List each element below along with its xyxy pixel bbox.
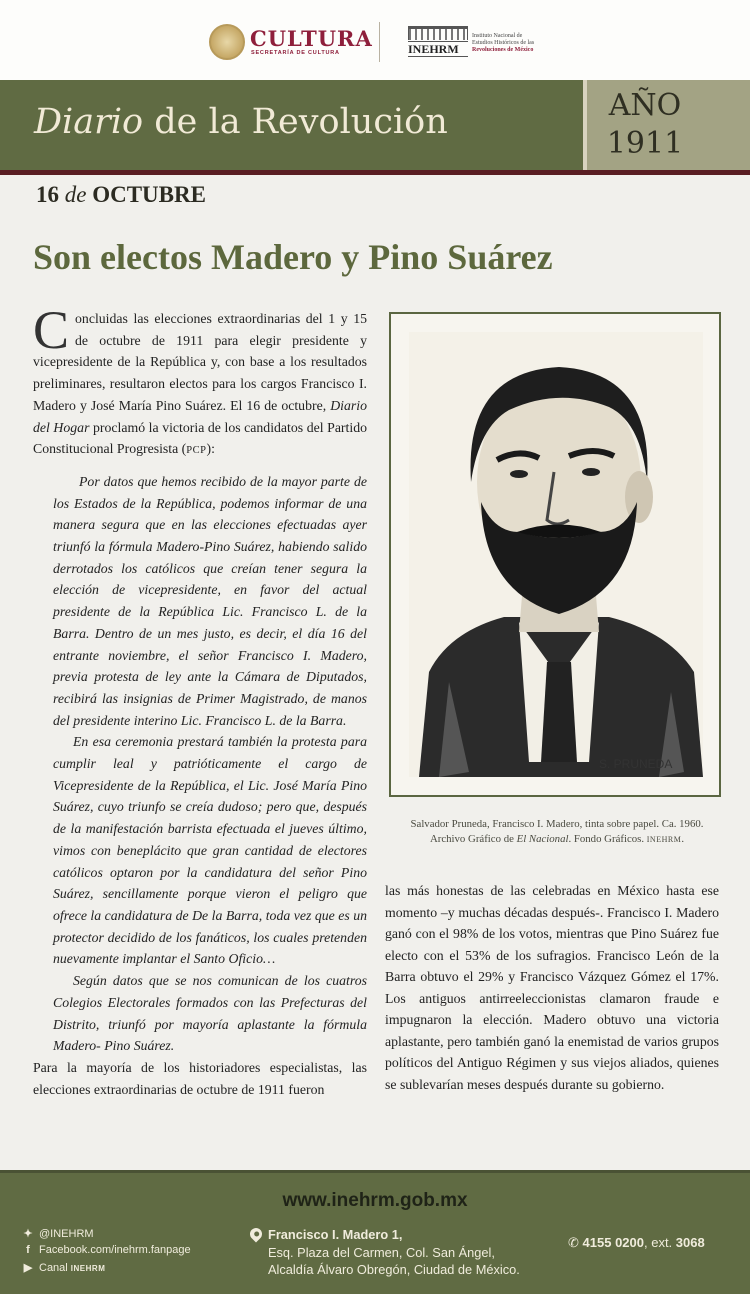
inehrm-logo-text: INEHRM <box>408 41 468 57</box>
facebook-link[interactable] <box>22 1244 191 1256</box>
phone-ext-label: , ext. <box>643 1235 676 1250</box>
headline: Son electos Madero y Pino Suárez <box>33 237 553 277</box>
closing-paragraph: Para la mayoría de los historiadores especialistas, las elecciones extraordinarias de octubre de 1911 fueron <box>33 1059 367 1097</box>
article-date <box>36 182 206 208</box>
twitter-handle: @INEHRM <box>39 1227 94 1240</box>
quote-paragraph: Por datos que hemos recibido de la mayor parte de los Estados de la República, podemos informar de una manera segura que en las elecciones efectuadas ayer triunfó la fórmula Madero-Pino Suárez, habiendo salido derrotados los católicos que creían tener segura la elección de vicepresidente, en favor del actual presidente de la República Lic. Francisco L. de la Barra. Dentro de un mes justo, es decir, el día 16 del entrante noviembre, el señor Francisco I. Madero, previa protesta de ley ante la Cámara de Diputados, recibirá las insignias de Primer Magistrado, de manos del presidente interino Lic. Francisco L. de la Barra. <box>53 473 367 728</box>
caption-line: Salvador Pruneda, Francisco I. Madero, tinta sobre papel. Ca. 1960. <box>410 818 704 830</box>
inehrm-logo-line: Revoluciones de México <box>472 47 534 53</box>
phone-icon: ✆ <box>568 1235 579 1250</box>
header-rule <box>0 170 750 175</box>
artist-signature: S. PRUNEDA <box>599 757 673 771</box>
block-quote <box>53 471 367 1057</box>
youtube-icon: ▶ <box>23 1262 33 1274</box>
party-acronym: PCP <box>186 445 207 457</box>
cultura-seal-icon <box>209 24 245 60</box>
year-value: 1911 <box>606 126 684 161</box>
image-caption <box>389 817 725 847</box>
cultura-logo-text: CULTURA <box>250 26 373 51</box>
phone-main: 4155 0200 <box>582 1235 644 1250</box>
caption-newspaper: El Nacional <box>516 833 569 845</box>
top-logo-bar <box>0 0 750 80</box>
facebook-url: Facebook.com/inehrm.fanpage <box>39 1244 191 1256</box>
article-left-column <box>33 300 367 1100</box>
twitter-link[interactable] <box>22 1227 94 1240</box>
youtube-name: INEHRM <box>70 1263 106 1273</box>
portrait-frame <box>389 312 721 797</box>
caption-text: . <box>681 833 685 845</box>
intro-text: proclamó la victoria de los candidatos del Partido Constitucional Progresista ( <box>33 419 367 457</box>
inehrm-logo-line: Instituto Nacional de <box>472 33 523 39</box>
title-rest: de la Revolución <box>143 102 448 142</box>
facebook-icon: f <box>26 1244 30 1256</box>
address-line: Alcaldía Álvaro Obregón, Ciudad de México. <box>268 1262 520 1277</box>
intro-text: ): <box>206 441 215 457</box>
phone-ext: 3068 <box>675 1235 705 1250</box>
caption-text: Archivo Gráfico de <box>429 833 517 845</box>
twitter-icon: ✦ <box>23 1228 33 1240</box>
drop-cap: C <box>33 300 70 360</box>
page-title <box>34 102 448 142</box>
youtube-channel <box>39 1262 105 1274</box>
inehrm-logo-line: Estudios Históricos de las <box>472 40 535 46</box>
youtube-link[interactable] <box>22 1261 105 1274</box>
inehrm-building-icon <box>408 26 468 40</box>
date-month: OCTUBRE <box>92 182 206 207</box>
year-box <box>584 80 750 170</box>
intro-text: oncluidas las elecciones extraordinarias del 1 y 15 de octubre de 1911 para elegir presidente y vicepresidente de la República y, con base a los resultados preliminares, resultaron electos para los cargos Francisco I. Madero y José María Pino Suárez. El 16 de octubre, <box>33 311 367 413</box>
caption-institution: INEHRM <box>646 835 682 844</box>
title-italic: Diario <box>34 102 144 142</box>
intro-paragraph <box>33 300 367 462</box>
article-right-column: las más honestas de las celebradas en México hasta ese momento –y muchas décadas después-. Francisco I. Madero ganó con el 98% de los votos, mientras que Pino Suárez fue electo con el 53% de los sufragios. Francisco León de la Barra obtuvo el 29% y Francisco Vázquez Gómez el 17%. Los antiguos antirreeleccionistas clamaron fraude e impugnaron la elección. Madero obtuvo una victoria aplastante, pero también ganó la enemistad de varios grupos políticos del Antiguo Régimen y sus viejos aliados, quienes se sublevarían meses después durante su gobierno. <box>385 883 719 1092</box>
year-label: AÑO <box>608 88 682 123</box>
date-day: 16 <box>36 182 59 207</box>
footer-rule <box>0 1170 750 1173</box>
quote-paragraph: En esa ceremonia prestará también la protesta para cumplir leal y patrióticamente el cargo de Vicepresidente de la República, el Lic. José María Pino Suárez, cuyo triunfo se creía dudoso; pero que, después de la manifestación barrista efectuada el jueves último, vimos con beneplácito que gran cantidad de electores católicos optaron por la candidatura del señor Pino Suárez, sencillamente porque vieron el peligro que ofrece la candidatura de De la Barra, toda vez que es un protector decidido de los fanáticos, los cuales pretenden nuevamente implantar el Santo Oficio… <box>53 734 367 967</box>
phone-number[interactable] <box>568 1235 705 1251</box>
portrait-drawing <box>409 332 703 777</box>
postal-address <box>268 1226 520 1279</box>
newspaper-name: Diario del Hogar <box>33 397 367 435</box>
caption-line <box>389 832 725 847</box>
logo-divider <box>379 22 380 62</box>
address-line: Esq. Plaza del Carmen, Col. San Ángel, <box>268 1244 495 1260</box>
youtube-label: Canal <box>39 1261 71 1274</box>
quote-paragraph: Según datos que se nos comunican de los cuatros Colegios Electorales formados con las Prefecturas del Distrito, triunfó por mayoría aplastante la fórmula Madero- Pino Suárez. <box>53 973 367 1054</box>
caption-text: . Fondo Gráficos. <box>568 833 647 845</box>
website-link[interactable]: www.inehrm.gob.mx <box>282 1190 468 1211</box>
date-de: de <box>64 182 87 207</box>
address-line: Francisco I. Madero 1, <box>268 1227 403 1242</box>
cultura-logo-subtitle: SECRETARÍA DE CULTURA <box>251 50 340 56</box>
